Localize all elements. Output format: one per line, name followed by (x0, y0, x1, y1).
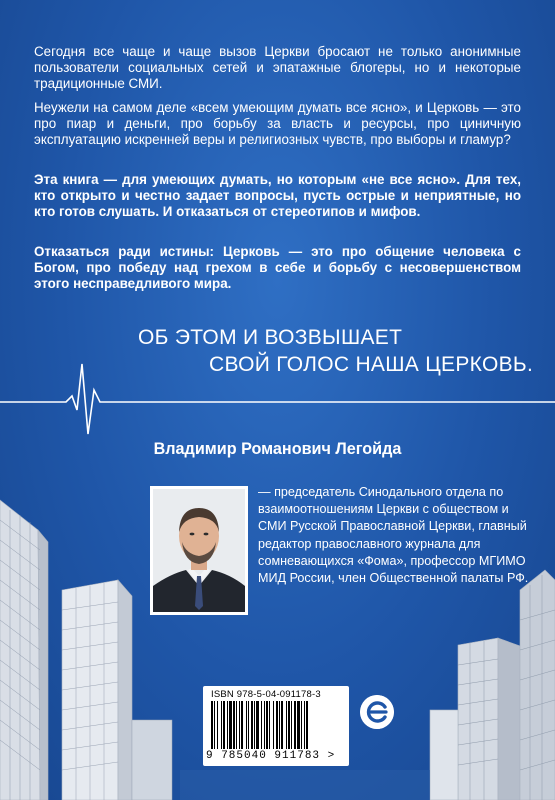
intro-paragraph-1: Сегодня все чаще и чаще вызов Церкви бросают не только анонимные пользователи социальных сетей и эпатажные блогеры, но и некоторые традиционные СМИ. (34, 44, 521, 91)
author-bio: — председатель Синодального отдела по взаимоотношениям Церкви с обществом и СМИ Русской Православной Церкви, главный редактор православного журнала для сомневающихся «Фома», профессор МГИМО МИД России, член Общественной палаты РФ. (258, 485, 529, 586)
barcode-bar (264, 701, 265, 749)
intro-paragraph-4: Отказаться ради истины: Церковь — это про общение человека с Богом, про победу над грехом в себе и борьбу с несовершенством этого несправедливого мира. (34, 244, 521, 291)
tagline-line-2: СВОЙ ГОЛОС НАША ЦЕРКОВЬ. (209, 353, 534, 376)
barcode-bar (294, 701, 296, 749)
barcode-bar (248, 701, 249, 749)
barcode-bar (241, 701, 243, 749)
intro-paragraph-3: Эта книга — для умеющих думать, но которым «не все ясно». Для тех, кто открыто и честно задает вопросы, пусть острые и неприятные, но кто готов слушать. И отказаться от стереотипов и мифов. (34, 172, 521, 219)
barcode-bar (306, 701, 308, 749)
barcode-bar (269, 701, 270, 749)
barcode-bar (281, 701, 283, 749)
barcode (203, 686, 349, 766)
author-name: Владимир Романович Легойда (153, 440, 402, 458)
barcode-bar (286, 701, 287, 749)
barcode-bar (279, 701, 280, 749)
barcode-bar (301, 701, 302, 749)
barcode-digits: 9 785040 911783 > (206, 750, 336, 762)
barcode-bar (246, 701, 247, 749)
barcode-bar (276, 701, 278, 749)
barcode-bar (266, 701, 268, 749)
barcode-bar (254, 701, 255, 749)
barcode-bar (251, 701, 253, 749)
barcode-bar (227, 701, 228, 749)
barcode-bars (211, 701, 341, 749)
barcode-bar (256, 701, 259, 749)
heartbeat-line-icon (0, 360, 555, 440)
barcode-bar (223, 701, 225, 749)
tagline-line-1: ОБ ЭТОМ И ВОЗВЫШАЕТ (138, 326, 403, 349)
barcode-bar (229, 701, 232, 749)
barcode-bar (288, 701, 290, 749)
barcode-bar (217, 701, 218, 749)
barcode-bar (236, 701, 237, 749)
intro-paragraph-2: Неужели на самом деле «всем умеющим думать все ясно», и Церковь — это про пиар и деньги, про борьбу за власть и ресурсы, про циничную эксплуатацию искренней веры и религиозных чувств, про выборы и гламур? (34, 100, 521, 147)
barcode-bar (211, 701, 213, 749)
barcode-bar (221, 701, 222, 749)
barcode-bar (261, 701, 262, 749)
barcode-bar (304, 701, 305, 749)
author-portrait (150, 486, 248, 615)
barcode-bar (297, 701, 300, 749)
barcode-bar (291, 701, 292, 749)
barcode-bar (273, 701, 274, 749)
isbn-label: ISBN 978-5-04-091178-3 (211, 689, 321, 700)
barcode-bar (233, 701, 235, 749)
barcode-bar (214, 701, 215, 749)
publisher-logo-icon (360, 695, 394, 729)
barcode-bar (239, 701, 240, 749)
